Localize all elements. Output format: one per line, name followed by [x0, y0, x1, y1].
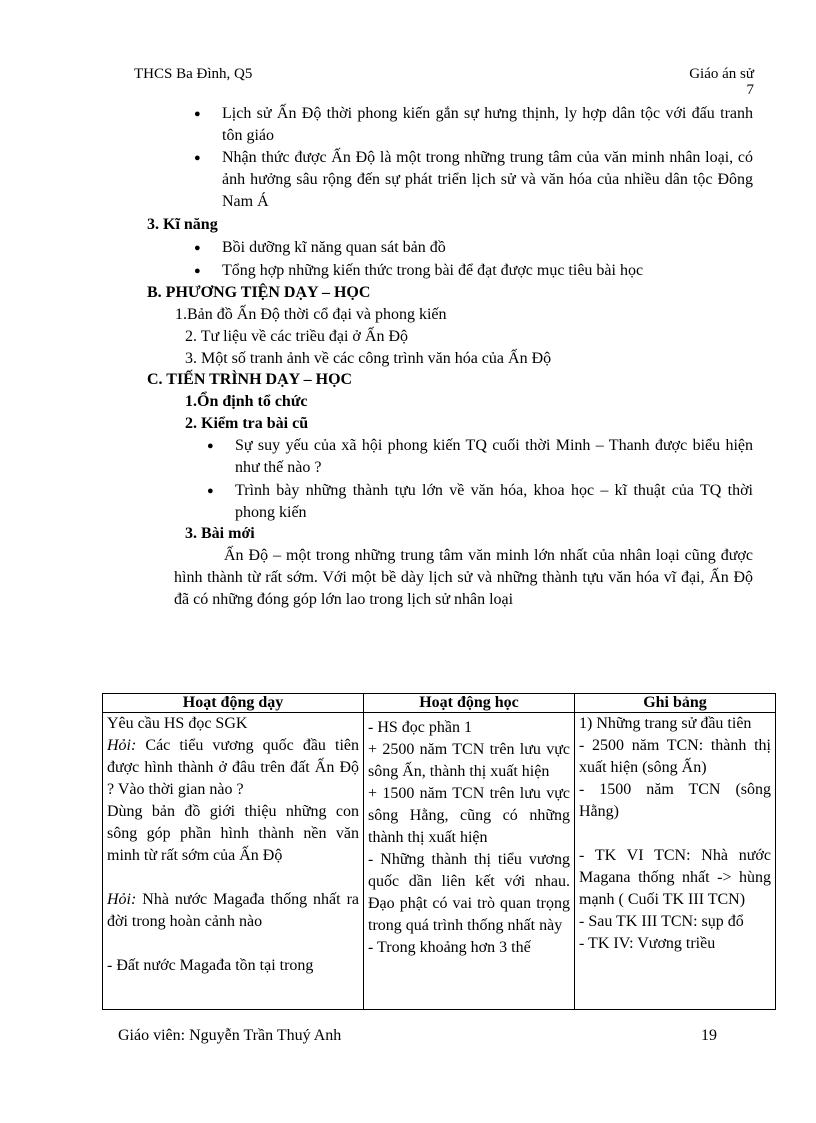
- grade: 7: [746, 82, 754, 98]
- question-label: Hỏi:: [107, 891, 137, 908]
- teaching-question: [107, 735, 359, 801]
- section-b-heading: B. PHƯƠNG TIỆN DẠY – HỌC: [147, 284, 371, 301]
- objective-bullet: ● Nhận thức được Ấn Độ là một trong những trung tâm của văn minh nhân loại, có ảnh hưởng sâu rộng đến sự phát triển lịch sử và văn hóa của nhiều dân tộc Đông Nam Á: [222, 147, 753, 213]
- board-line: - TK IV: Vương triều: [579, 935, 716, 952]
- board-title: 1) Những trang sử đầu tiên: [579, 715, 752, 732]
- question-text: Các tiểu vương quốc đầu tiên được hình thành ở đâu trên đất Ấn Độ ? Vào thời gian nào ?: [107, 737, 359, 798]
- page-number: 19: [701, 1027, 717, 1044]
- table-header-row: [103, 694, 776, 713]
- teacher-name: Giáo viên: Nguyễn Trần Thuý Anh: [118, 1027, 342, 1044]
- learning-line: - Những thành thị tiểu vương quốc dần liên kết với nhau. Đạo phật có vai trò quan trọng trong quá trình thống nhất này: [368, 851, 570, 934]
- board-line: - Sau TK III TCN: sụp đổ: [579, 913, 744, 930]
- learning-line: - Trong khoảng hơn 3 thế: [368, 939, 531, 956]
- skills-heading: 3. Kĩ năng: [147, 216, 218, 233]
- review-question: ● Trình bày những thành tựu lớn về văn hóa, khoa học – kĩ thuật của TQ thời phong kiến: [235, 480, 753, 524]
- table-row: [103, 713, 776, 1010]
- teaching-line: Yêu cầu HS đọc SGK: [107, 715, 248, 732]
- step-1: 1.Ổn định tổ chức: [185, 393, 308, 410]
- step-3: 3. Bài mới: [185, 525, 255, 542]
- skill-bullet: ● Tổng hợp những kiến thức trong bài để đạt được mục tiêu bài học: [222, 260, 762, 282]
- material-item: 1.Bản đồ Ấn Độ thời cổ đại và phong kiến: [175, 306, 447, 323]
- teaching-line: Dùng bản đồ giới thiệu những con sông góp phần hình thành nền văn minh từ rất sớm của Ấn Độ: [107, 803, 359, 864]
- school-name: THCS Ba Đình, Q5: [134, 66, 253, 82]
- doc-title: Giáo án sử: [689, 66, 754, 82]
- learning-cell: [364, 713, 575, 1010]
- board-line: - 2500 năm TCN: thành thị xuất hiện (sông Ấn): [579, 737, 771, 776]
- board-line: - 1500 năm TCN (sông Hằng): [579, 781, 771, 820]
- teaching-line: - Đất nước Magađa tồn tại trong: [107, 957, 314, 974]
- board-line: - TK VI TCN: Nhà nước Magana thống nhất -> hùng mạnh ( Cuối TK III TCN): [579, 847, 771, 908]
- question-label: Hỏi:: [107, 737, 137, 754]
- column-header-teaching: Hoạt động dạy: [103, 694, 364, 713]
- material-item: 3. Một số tranh ảnh về các công trình văn hóa của Ấn Độ: [185, 350, 552, 367]
- step-2: 2. Kiểm tra bài cũ: [185, 415, 309, 432]
- section-c-heading: C. TIẾN TRÌNH DẠY – HỌC: [147, 371, 353, 388]
- column-header-board: Ghi bảng: [575, 694, 776, 713]
- skill-bullet: ● Bồi dưỡng kĩ năng quan sát bản đồ: [222, 237, 753, 259]
- lesson-intro: Ấn Độ – một trong những trung tâm văn minh lớn nhất của nhân loại cũng được hình thành từ rất sớm. Với một bề dày lịch sử và những thành tựu văn hóa vĩ đại, Ấn Độ đã có những đóng góp lớn lao trong lịch sử nhân loại: [174, 547, 753, 608]
- teaching-question: [107, 889, 359, 933]
- teaching-cell: [103, 713, 364, 1010]
- lesson-plan-table: [102, 693, 776, 1010]
- material-item: 2. Tư liệu về các triều đại ở Ấn Độ: [185, 328, 408, 345]
- board-cell: [575, 713, 776, 1010]
- review-question: ● Sự suy yếu của xã hội phong kiến TQ cuối thời Minh – Thanh được biểu hiện như thế nào ?: [235, 435, 753, 479]
- column-header-learning: Hoạt động học: [364, 694, 575, 713]
- learning-line: + 1500 năm TCN trên lưu vực sông Hằng, cũng có những thành thị xuất hiện: [368, 785, 570, 846]
- objective-bullet: ● Lịch sử Ấn Độ thời phong kiến gắn sự hưng thịnh, ly hợp dân tộc với đấu tranh tôn giáo: [222, 103, 753, 147]
- learning-line: + 2500 năm TCN trên lưu vực sông Ấn, thành thị xuất hiện: [368, 741, 570, 780]
- learning-line: - HS đọc phần 1: [368, 719, 472, 736]
- question-text: Nhà nước Magađa thống nhất ra đời trong hoàn cảnh nào: [107, 891, 359, 930]
